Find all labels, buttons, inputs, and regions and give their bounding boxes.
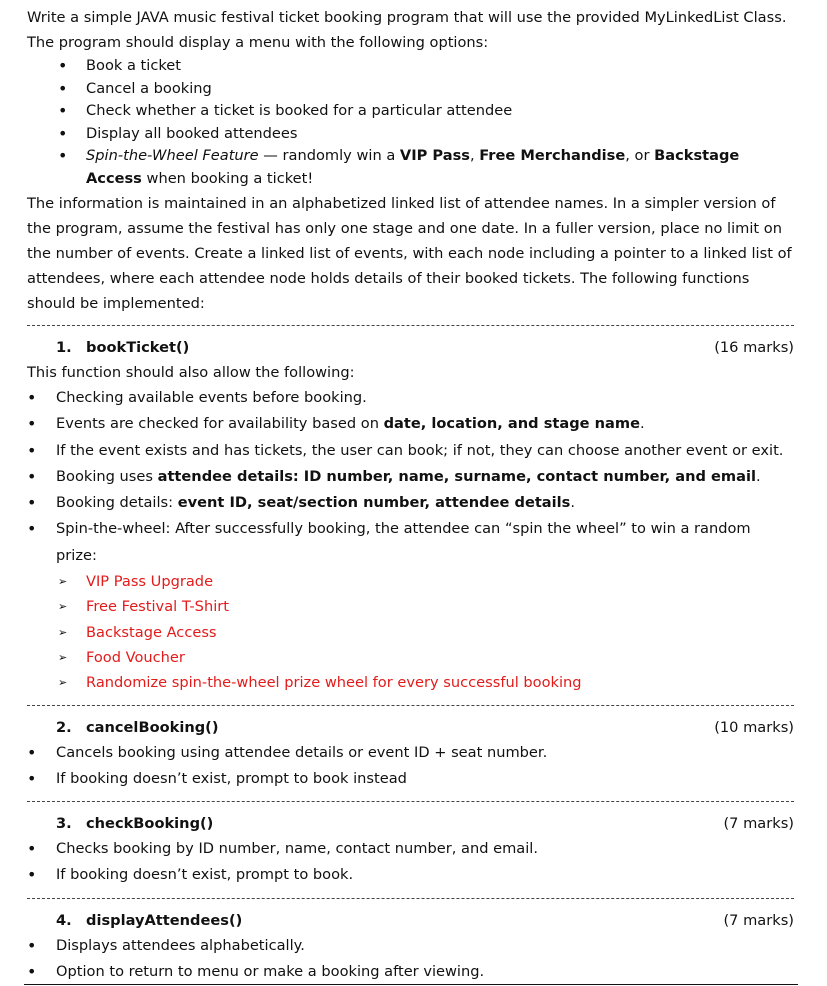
list-item: • Spin-the-wheel: After successfully booking, the attendee can “spin the wheel” to win a random prize: — [27, 516, 794, 569]
dashed-divider — [27, 898, 794, 899]
marks-label: (7 marks) — [723, 911, 794, 929]
section-heading-cancel-booking: 2. cancelBooking() (10 marks) — [27, 716, 794, 740]
display-attendees-requirements — [27, 933, 794, 986]
section-heading-book-ticket: 1. bookTicket() (16 marks) — [27, 336, 794, 360]
dashed-divider — [27, 705, 794, 706]
prize-list — [27, 569, 794, 695]
list-item: • Displays attendees alphabetically. — [27, 933, 794, 959]
dashed-divider — [27, 325, 794, 326]
marks-label: (10 marks) — [714, 718, 794, 736]
check-booking-requirements — [27, 836, 794, 889]
menu-option: • Cancel a booking — [58, 78, 794, 101]
description-paragraph: The information is maintained in an alphabetized linked list of attendee names. In a simpler version of the program, assume the festival has only one stage and one date. In a fuller version, place no limit on the number of events. Create a linked list of events, with each node including a pointer to a linked list of attendees, where each attendee node holds details of their booked tickets. The following functions should be implemented: — [27, 195, 792, 312]
list-item: • Checking available events before booking. — [27, 385, 794, 411]
list-item: • If booking doesn’t exist, prompt to book. — [27, 862, 794, 888]
bottom-border — [24, 984, 798, 985]
prize-item: ➢ Free Festival T-Shirt — [58, 594, 794, 619]
section-heading-check-booking: 3. checkBooking() (7 marks) — [27, 812, 794, 836]
intro-line-2: The program should display a menu with the following options: — [27, 34, 489, 51]
book-ticket-requirements — [27, 385, 794, 569]
menu-options-list — [27, 55, 794, 190]
list-item: • Events are checked for availability based on date, location, and stage name. — [27, 411, 794, 437]
menu-option: • Book a ticket — [58, 55, 794, 78]
intro-line-1: Write a simple JAVA music festival ticket booking program that will use the provided MyLinkedList Class. — [27, 9, 787, 26]
marks-label: (7 marks) — [723, 815, 794, 833]
section-subtitle: This function should also allow the following: — [27, 364, 355, 381]
section-heading-display-attendees: 4. displayAttendees() (7 marks) — [27, 909, 794, 933]
cancel-booking-requirements — [27, 740, 794, 793]
list-item: • If booking doesn’t exist, prompt to book instead — [27, 766, 794, 792]
prize-item: ➢ VIP Pass Upgrade — [58, 569, 794, 594]
menu-option: • Check whether a ticket is booked for a particular attendee — [58, 100, 794, 123]
menu-option-spin-wheel: • Spin-the-Wheel Feature — randomly win a VIP Pass, Free Merchandise, or Backstage Access when booking a ticket! — [58, 145, 794, 190]
marks-label: (16 marks) — [714, 339, 794, 356]
list-item: • Booking uses attendee details: ID number, name, surname, contact number, and email. — [27, 464, 794, 490]
dashed-divider — [27, 801, 794, 802]
list-item: • Booking details: event ID, seat/section number, attendee details. — [27, 490, 794, 516]
prize-item: ➢ Randomize spin-the-wheel prize wheel for every successful booking — [58, 670, 794, 695]
prize-item: ➢ Backstage Access — [58, 620, 794, 645]
list-item: • Option to return to menu or make a booking after viewing. — [27, 959, 794, 985]
list-item: • If the event exists and has tickets, the user can book; if not, they can choose another event or exit. — [27, 438, 794, 464]
list-item: • Cancels booking using attendee details or event ID + seat number. — [27, 740, 794, 766]
prize-item: ➢ Food Voucher — [58, 645, 794, 670]
menu-option: • Display all booked attendees — [58, 123, 794, 146]
list-item: • Checks booking by ID number, name, contact number, and email. — [27, 836, 794, 862]
